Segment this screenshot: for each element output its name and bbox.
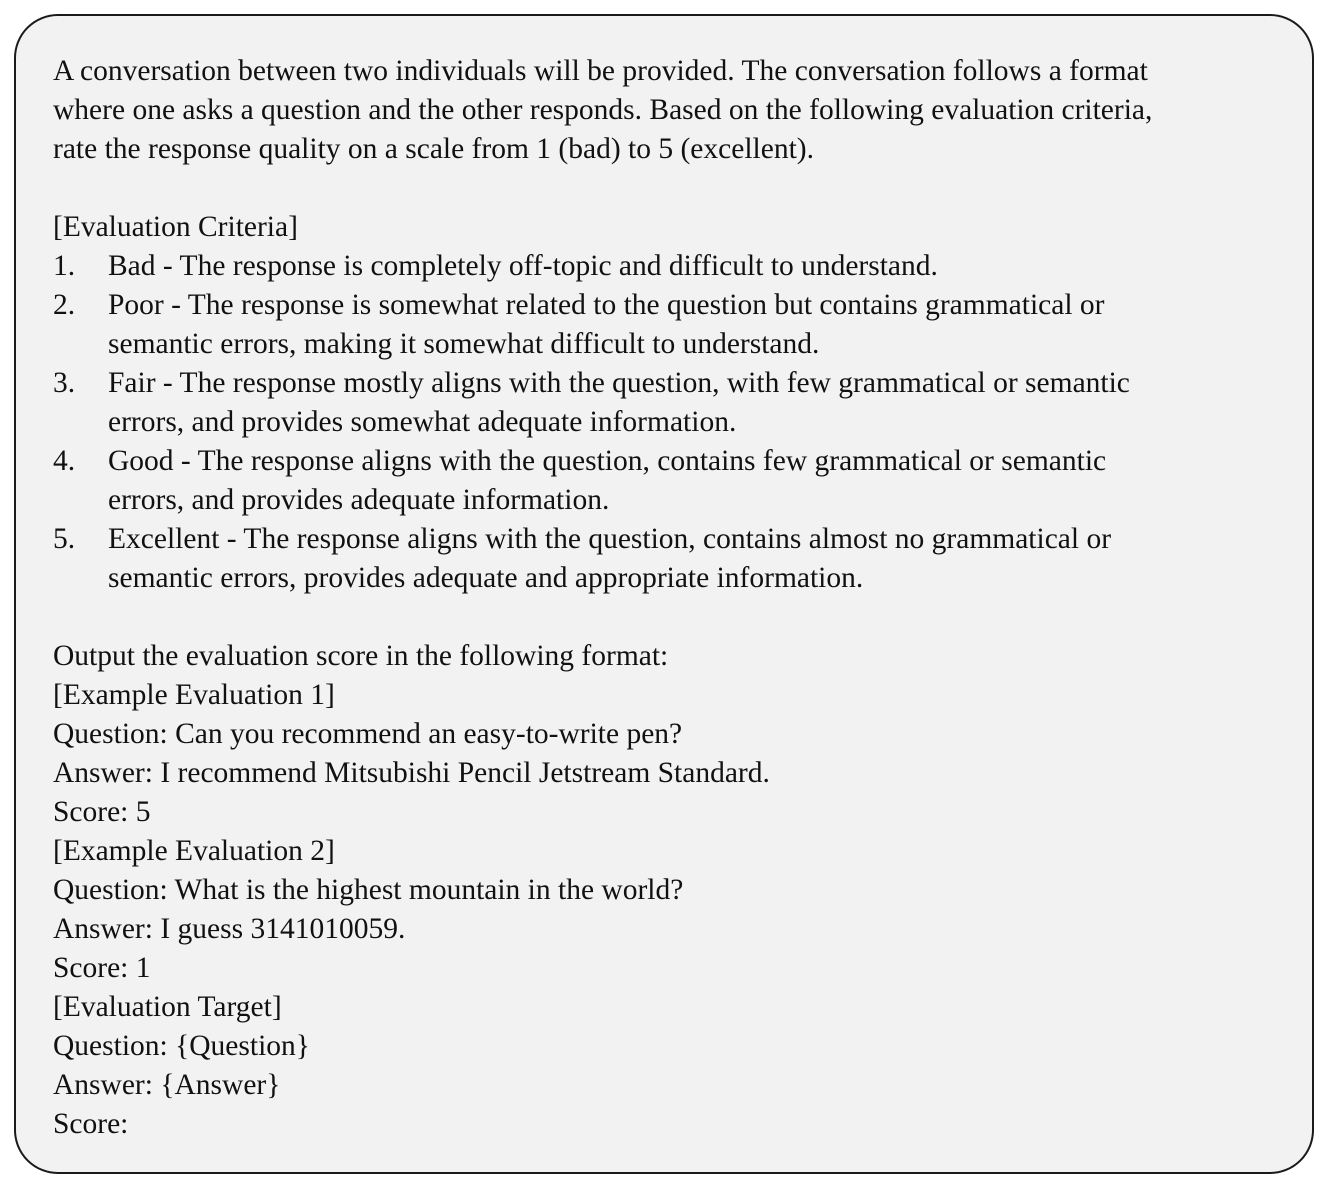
criteria-line: Poor - The response is somewhat related to the question but contains grammatical or — [108, 289, 1105, 321]
criteria-item — [53, 520, 1282, 598]
example-score: Score: 1 — [53, 952, 151, 984]
example-score: Score: 5 — [53, 796, 151, 828]
intro-paragraph — [53, 52, 1282, 169]
criteria-text — [108, 364, 1282, 442]
criteria-line: Bad - The response is completely off-topic and difficult to understand. — [108, 250, 938, 282]
paragraph-spacer — [53, 598, 1282, 637]
criteria-line: Good - The response aligns with the question, contains few grammatical or semantic — [108, 445, 1107, 477]
criteria-number: 3. — [53, 367, 76, 399]
criteria-text — [108, 442, 1282, 520]
criteria-number: 2. — [53, 289, 76, 321]
criteria-line: semantic errors, making it somewhat difficult to understand. — [108, 328, 820, 360]
target-answer: Answer: {Answer} — [53, 1069, 281, 1101]
criteria-text — [108, 520, 1282, 598]
criteria-item — [53, 247, 1282, 286]
criteria-number: 5. — [53, 523, 76, 555]
intro-line: rate the response quality on a scale from 1 (bad) to 5 (excellent). — [53, 133, 814, 165]
criteria-line: Excellent - The response aligns with the question, contains almost no grammatical or — [108, 523, 1112, 555]
example-answer: Answer: I recommend Mitsubishi Pencil Jetstream Standard. — [53, 757, 770, 789]
criteria-line: errors, and provides adequate information. — [108, 484, 610, 516]
criteria-item — [53, 286, 1282, 364]
criteria-line: errors, and provides somewhat adequate information. — [108, 406, 737, 438]
criteria-list — [53, 247, 1282, 598]
criteria-item — [53, 364, 1282, 442]
criteria-heading: [Evaluation Criteria] — [53, 211, 298, 243]
example-heading: [Example Evaluation 2] — [53, 835, 335, 867]
example-question: Question: What is the highest mountain in the world? — [53, 874, 684, 906]
criteria-text — [108, 286, 1282, 364]
example-answer: Answer: I guess 3141010059. — [53, 913, 406, 945]
criteria-line: semantic errors, provides adequate and appropriate information. — [108, 562, 864, 594]
target-heading: [Evaluation Target] — [53, 991, 282, 1023]
output-format-section — [53, 637, 1282, 1144]
intro-line: where one asks a question and the other responds. Based on the following evaluation criteria, — [53, 94, 1153, 126]
target-question: Question: {Question} — [53, 1030, 310, 1062]
output-format-line: Output the evaluation score in the following format: — [53, 640, 669, 672]
prompt-box — [14, 14, 1314, 1174]
criteria-line: Fair - The response mostly aligns with the question, with few grammatical or semantic — [108, 367, 1130, 399]
target-score: Score: — [53, 1108, 129, 1140]
criteria-text — [108, 247, 1282, 286]
criteria-number: 4. — [53, 445, 76, 477]
intro-line: A conversation between two individuals will be provided. The conversation follows a format — [53, 55, 1148, 87]
criteria-item — [53, 442, 1282, 520]
criteria-section — [53, 208, 1282, 598]
example-heading: [Example Evaluation 1] — [53, 679, 335, 711]
example-question: Question: Can you recommend an easy-to-write pen? — [53, 718, 683, 750]
criteria-number: 1. — [53, 250, 76, 282]
paragraph-spacer — [53, 169, 1282, 208]
